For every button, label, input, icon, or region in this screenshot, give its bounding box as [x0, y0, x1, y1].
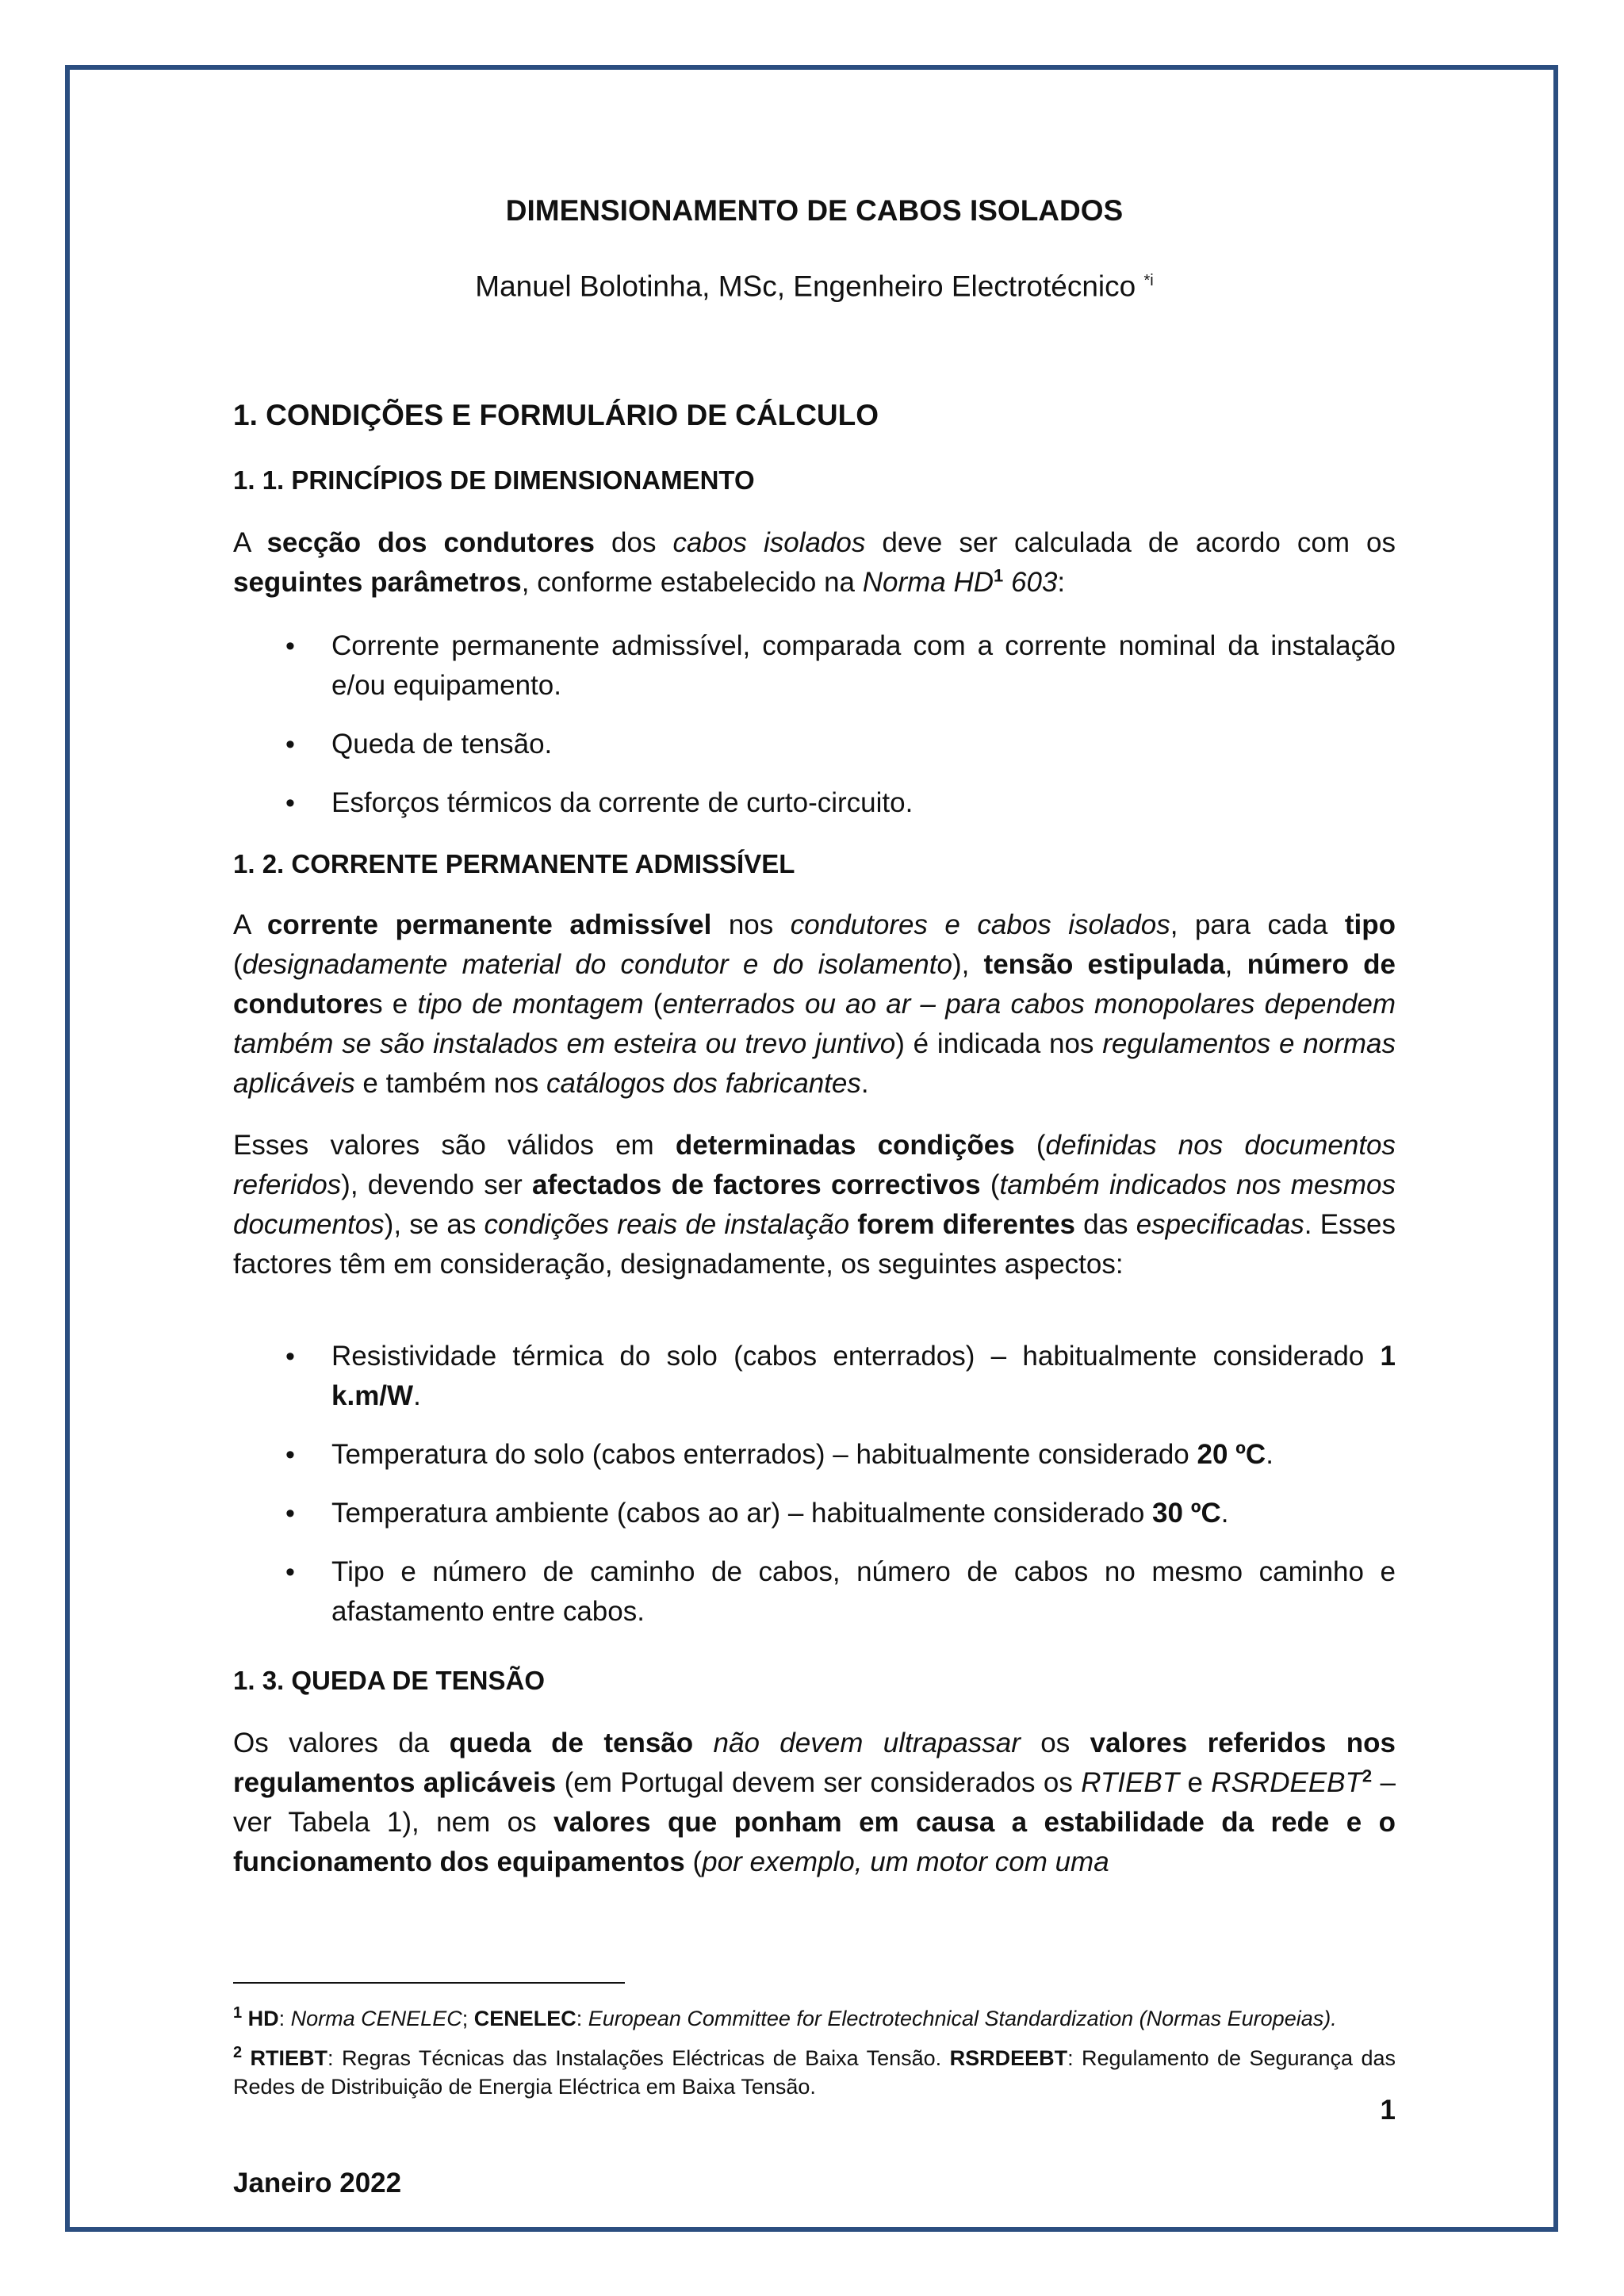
section-1-1-intro: A secção dos condutores dos cabos isolados deve ser calculada de acordo com os seguintes parâmetros, conforme estabelecido na Norma $HD^1$ 603:: [233, 527, 1396, 598]
bullet-icon: •: [285, 729, 295, 760]
list-item: • Esforços térmicos da corrente de curto-circuito.: [233, 783, 1396, 823]
footnote-ref-1[interactable]: 1: [994, 565, 1004, 586]
bullet-icon: •: [285, 1440, 295, 1470]
footnote-divider: [233, 1982, 625, 1984]
footnote-2: $^2$ RTIEBT: Regras Técnicas das Instalações Eléctricas de Baixa Tensão. RSRDEEBT: Regulamento de Segurança das Redes de Distribuição de Energia Eléctrica em Baixa Tensão.: [233, 2044, 1396, 2099]
section-1-1-heading: 1. 1. PRINCÍPIOS DE DIMENSIONAMENTO: [233, 465, 755, 495]
section-1-2-heading: 1. 2. CORRENTE PERMANENTE ADMISSÍVEL: [233, 849, 795, 878]
bullet-icon: •: [285, 1341, 295, 1372]
footer-date: Janeiro 2022: [233, 2168, 402, 2198]
parameters-list: [233, 626, 1396, 842]
list-item: • Temperatura do solo (cabos enterrados) – habitualmente considerado 20 ºC.: [233, 1435, 1396, 1475]
section-1-3-paragraph-1: Os valores da queda de tensão não devem ultrapassar os valores referidos nos regulamentos aplicáveis (em Portugal devem ser considerados os RTIEBT e RSRDEEBT$^2$ – ver Tabela 1), nem os valores que ponham em causa a estabilidade da rede e o funcionamento dos equipamentos (por exemplo, um motor com uma: [233, 1728, 1396, 1877]
bullet-icon: •: [285, 788, 295, 818]
factors-list: [233, 1337, 1396, 1651]
section-1-3-heading: 1. 3. QUEDA DE TENSÃO: [233, 1666, 546, 1695]
author-endnote-mark: *i: [1143, 272, 1154, 289]
bullet-icon: •: [285, 1557, 295, 1587]
list-item: • Resistividade térmica do solo (cabos enterrados) – habitualmente considerado 1 k.m/W.: [233, 1337, 1396, 1416]
author-name: Manuel Bolotinha, MSc, Engenheiro Electrotécnico: [475, 270, 1136, 303]
document-title: DIMENSIONAMENTO DE CABOS ISOLADOS: [505, 194, 1124, 227]
bullet-icon: •: [285, 631, 295, 661]
section-1-2-paragraph-2: Esses valores são válidos em determinadas condições (definidas nos documentos referidos), devendo ser afectados de factores correctivos (também indicados nos mesmos documentos), se as condições reais de instalação forem diferentes das especificadas. Esses factores têm em consideração, designadamente, os seguintes aspectos:: [233, 1130, 1396, 1280]
page-number: 1: [1380, 2095, 1396, 2126]
section-1-heading: 1. CONDIÇÕES E FORMULÁRIO DE CÁLCULO: [233, 399, 879, 431]
list-item: • Queda de tensão.: [233, 725, 1396, 764]
section-1-2-paragraph-1: A corrente permanente admissível nos condutores e cabos isolados, para cada tipo (designadamente material do condutor e do isolamento), tensão estipulada, número de condutores e tipo de montagem (enterrados ou ao ar – para cabos monopolares dependem também se são instalados em esteira ou trevo juntivo) é indicada nos regulamentos e normas aplicáveis e também nos catálogos dos fabricantes.: [233, 909, 1396, 1099]
list-item: • Corrente permanente admissível, comparada com a corrente nominal da instalação e/ou equipamento.: [233, 626, 1396, 706]
footnote-1: $^1$ HD: Norma CENELEC; CENELEC: European Committee for Electrotechnical Standardization (Normas Europeias).: [233, 2004, 1337, 2030]
list-item: • Temperatura ambiente (cabos ao ar) – habitualmente considerado 30 ºC.: [233, 1494, 1396, 1533]
list-item: • Tipo e número de caminho de cabos, número de cabos no mesmo caminho e afastamento entre cabos.: [233, 1552, 1396, 1632]
footnote-ref-2[interactable]: 2: [1362, 1766, 1373, 1786]
bullet-icon: •: [285, 1498, 295, 1529]
author-line: [233, 262, 1396, 305]
